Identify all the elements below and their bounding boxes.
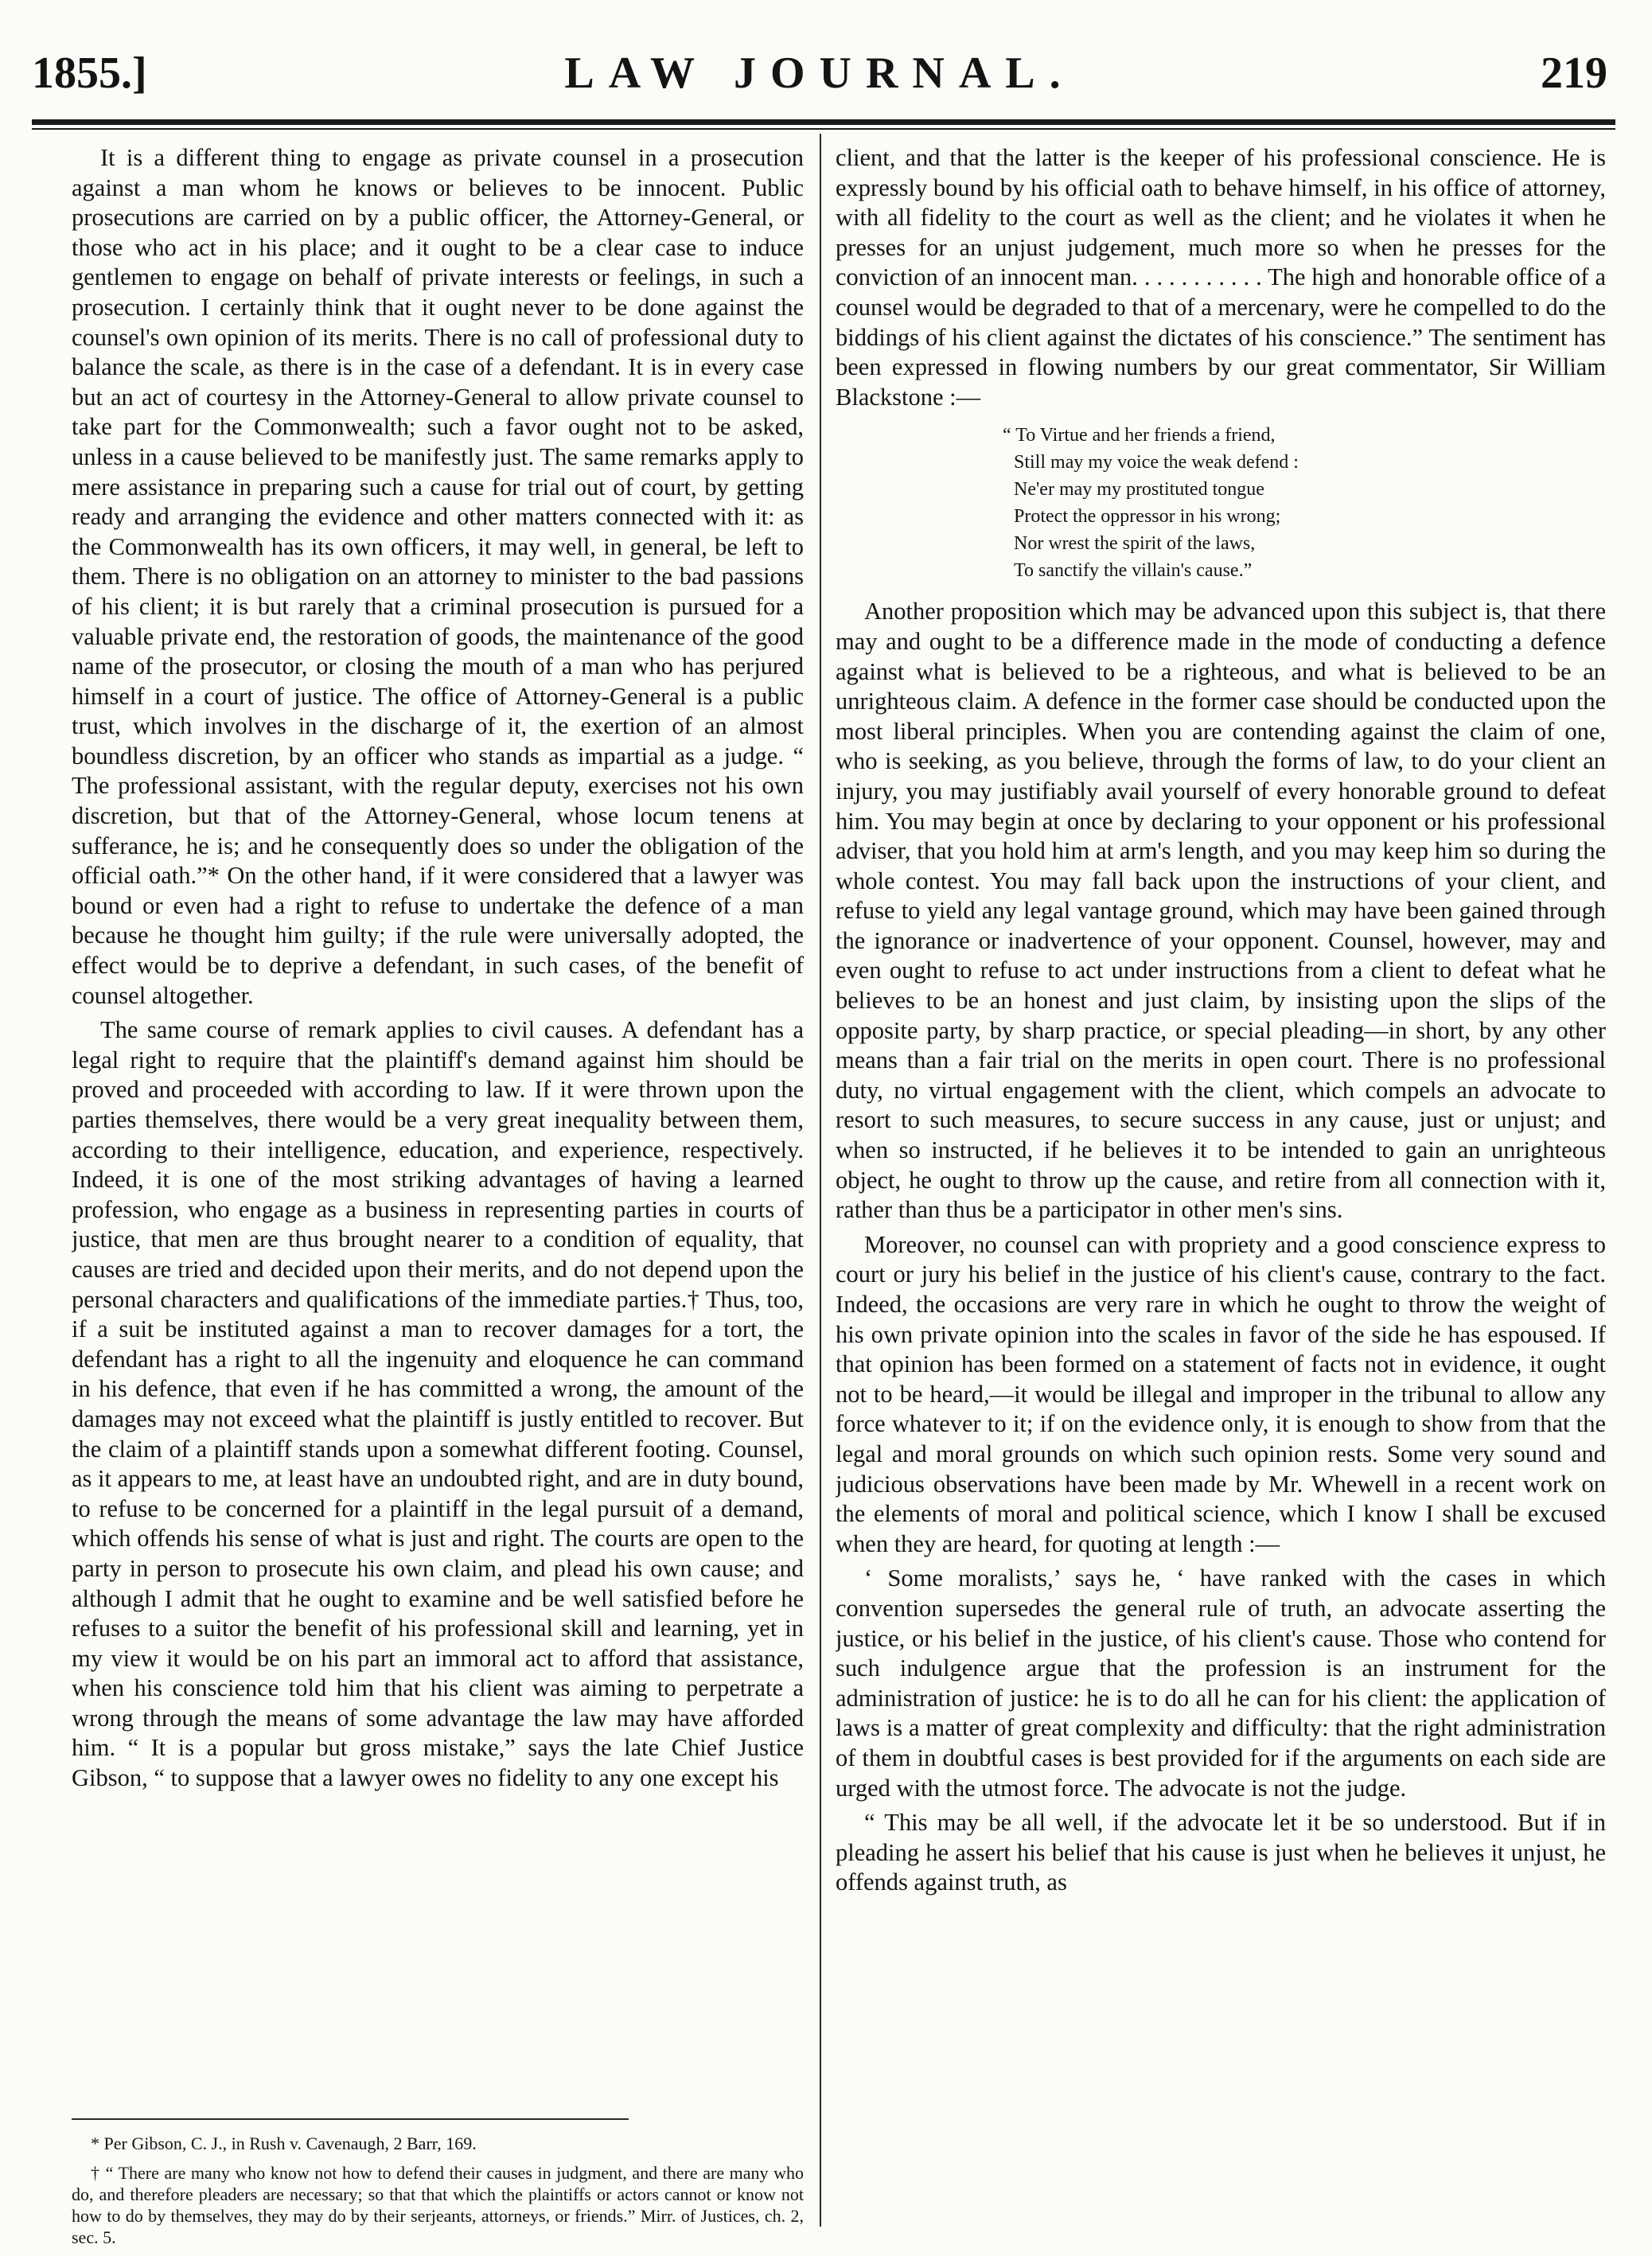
header-year: 1855.] <box>32 49 147 98</box>
footnote-2: † “ There are many who know not how to defend their causes in judgment, and there are many who do, and therefore pleaders are necessary; so that that which the plaintiffs or actors cannot or know not how to do by themselves, they may do by their serjeants, attorneys, or friends.” Mirr. of Justices, ch. 2, sec. 5. <box>72 2163 804 2247</box>
right-paragraph-whewell-quote: ‘ Some moralists,’ says he, ‘ have ranked with the cases in which convention supersedes the general rule of truth, an advocate asserting the justice, or his belief in the justice, of his client's cause. Those who contend for such indulgence argue that the profession is an instrument for the administration of justice: he is to do all he can for his client: the application of laws is a matter of great complexity and difficulty: that the right administration of them in doubtful cases is best provided for if the arguments on each side are urged with the utmost force. The advocate is not the judge. <box>836 1564 1606 1802</box>
blackstone-verse <box>1003 422 1606 584</box>
footnotes <box>72 2133 804 2256</box>
right-paragraph-another-proposition: Another proposition which may be advanced upon this subject is, that there may and ought to be a difference made in the mode of conducting a defence against what is believed to be a righteous, and what is believed to be an unrighteous claim. A defence in the former case should be conducted upon the most liberal principles. When you are contending against the claim of one, who is seeking, as you believe, through the forms of law, to do your client an injury, you may justifiably avail yourself of every honorable ground to defeat him. You may begin at once by declaring to your opponent or his professional adviser, that you hold him at arm's length, and you may keep him so during the whole contest. You may fall back upon the instructions of your client, and refuse to yield any legal vantage ground, which may have been gained through the ignorance or inadvertence of your opponent. Counsel, however, may and even ought to refuse to act under instructions from a client to defeat what he believes to be an honest and just claim, by insisting upon the slips of the opposite party, by sharp practice, or special pleading—in short, by any other means than a fair trial on the merits in open court. There is no professional duty, no virtual engagement with the client, which compels an advocate to resort to such measures, to secure success in any cause, just or unjust; and when so instructed, if he believes it to be intended to gain an unrighteous object, he ought to throw up the cause, and retire from all connection with it, rather than thus be a participator in other men's sins. <box>836 598 1606 1224</box>
verse-line: Protect the oppressor in his wrong; <box>1014 506 1281 528</box>
verse-line: To sanctify the villain's cause.” <box>1014 560 1253 582</box>
footnote-rule <box>72 2118 629 2120</box>
left-paragraph-1: It is a different thing to engage as private counsel in a prosecution against a man whom he knows or believes to be innocent. Public prosecutions are carried on by a public officer, the Attorney-General, or those who act in his place; and it ought to be a clear case to induce gentlemen to engage on behalf of private interests or feelings, in such a prosecution. I certainly think that it ought never to be done against the counsel's own opinion of its merits. There is no call of professional duty to balance the scale, as there is in the case of a defendant. It is in every case but an act of courtesy in the Attorney-General to allow private counsel to take part for the Commonwealth; such a favor ought not to be asked, unless in a cause believed to be manifestly just. The same remarks apply to mere assistance in preparing such a cause for trial out of court, by getting ready and arranging the evidence and other matters connected with it: as the Commonwealth has its own officers, it may well, in general, be left to them. There is no obligation on an attorney to minister to the bad passions of his client; it is but rarely that a criminal prosecution is pursued for a valuable private end, the restoration of goods, the maintenance of the good name of the prosecutor, or closing the mouth of a man who has perjured himself in a court of justice. The office of Attorney-General is a public trust, which involves in the discharge of it, the exertion of an almost boundless discretion, by an officer who stands as impartial as a judge. “ The professional assistant, with the regular deputy, exercises not his own discretion, but that of the Attorney-General, whose locum tenens at sufferance, he is; and he consequently does so under the obligation of the official oath.”* On the other hand, if it were considered that a lawyer was bound or even had a right to refuse to undertake the defence of a man because he thought him guilty; if the rule were universally adopted, the effect would be to deprive a defendant, in such cases, of the benefit of counsel altogether. <box>72 144 804 1009</box>
header-page-number: 219 <box>1541 49 1607 98</box>
header-rule-thin <box>32 128 1615 130</box>
right-paragraph-moreover: Moreover, no counsel can with propriety and a good conscience express to court or jury his belief in the justice of his client's cause, contrary to the fact. Indeed, the occasions are very rare in which he ought to throw the weight of his own private opinion into the scales in favor of the side he has espoused. If that opinion has been formed on a statement of facts not in evidence, it ought not to be heard,—it would be illegal and improper in the tribunal to allow any force whatever to it; if on the evidence only, it is enough to show from that the legal and moral grounds on which such opinion rests. Some very sound and judicious observations have been made by Mr. Whewell in a recent work on the elements of moral and political science, which I know I shall be excused when they are heard, for quoting at length :— <box>836 1230 1606 1557</box>
right-column <box>836 143 1606 2228</box>
verse-line: Nor wrest the spirit of the laws, <box>1014 533 1256 555</box>
header-title: LAW JOURNAL. <box>564 49 1075 98</box>
running-header <box>32 41 1607 113</box>
right-paragraph-this-may-be: “ This may be all well, if the advocate let it be so understood. But if in pleading he assert his belief that his cause is just when he believes it unjust, he offends against truth, as <box>836 1809 1606 1896</box>
right-paragraph-continued: client, and that the latter is the keeper of his professional conscience. He is expressly bound by his official oath to behave himself, in his office of attorney, with all fidelity to the court as well as the client; and he violates it when he presses for an unjust judgement, much more so when he presses for the conviction of an innocent man. . . . . . . . . . . The high and honorable office of a counsel would be degraded to that of a mercenary, were he compelled to do the biddings of his client against the dictates of his conscience.” The sentiment has been expressed in flowing numbers by our great commentator, Sir William Blackstone :— <box>836 144 1606 411</box>
header-rule-thick <box>32 119 1615 125</box>
verse-line: “ To Virtue and her friends a friend, <box>1003 425 1276 446</box>
column-divider <box>820 134 821 2227</box>
left-column <box>72 143 804 2109</box>
verse-line: Still may my voice the weak defend : <box>1014 452 1299 473</box>
left-paragraph-2: The same course of remark applies to civil causes. A defendant has a legal right to require that the plaintiff's demand against him should be proved and proceeded with according to law. If it were thrown upon the parties themselves, there would be a very great inequality between them, according to their intelligence, education, and experience, respectively. Indeed, it is one of the most striking advantages of having a learned profession, who engage as a business in representing parties in courts of justice, that men are thus brought nearer to a condition of equality, that causes are tried and decided upon their merits, and do not depend upon the personal characters and qualifications of the immediate parties.† Thus, too, if a suit be instituted against a man to recover damages for a tort, the defendant has a right to all the ingenuity and eloquence he can command in his defence, that even if he has committed a wrong, the amount of the damages may not exceed what the plaintiff is justly entitled to recover. But the claim of a plaintiff stands upon a somewhat different footing. Counsel, as it appears to me, at least have an undoubted right, and are in duty bound, to refuse to be concerned for a plaintiff in the legal pursuit of a demand, which offends his sense of what is just and right. The courts are open to the party in person to prosecute his own claim, and plead his own cause; and although I admit that he ought to examine and be well satisfied before he refuses to a suitor the benefit of his professional skill and learning, yet in my view it would be on his part an immoral act to afford that assistance, when his conscience told him that his client was aiming to perpetrate a wrong through the means of some advantage the law may have afforded him. “ It is a popular but gross mistake,” says the late Chief Justice Gibson, “ to suppose that a lawyer owes no fidelity to any one except his <box>72 1016 804 1792</box>
verse-line: Ne'er may my prostituted tongue <box>1014 479 1264 501</box>
footnote-1: * Per Gibson, C. J., in Rush v. Cavenaugh, 2 Barr, 169. <box>91 2133 477 2153</box>
